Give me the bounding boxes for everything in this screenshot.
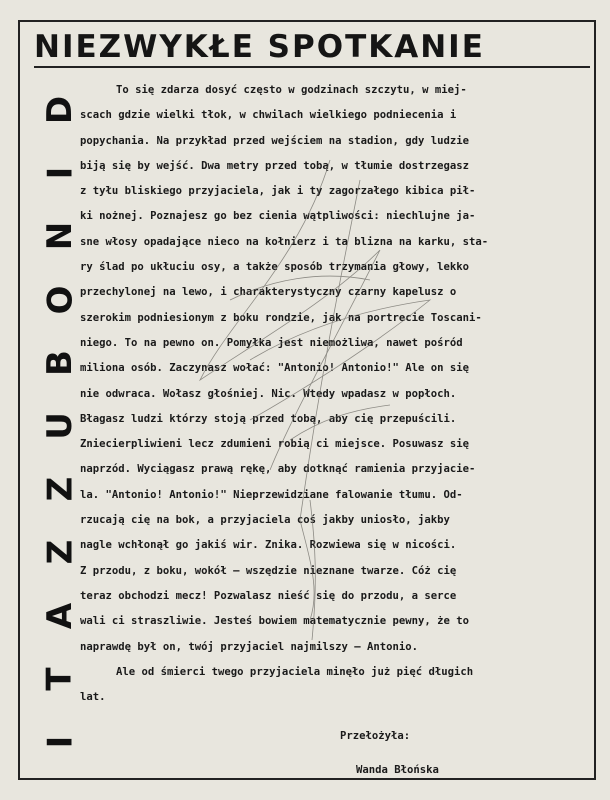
text-line: naprawdę był on, twój przyjaciel najmilszy – Antonio. (80, 640, 419, 653)
author-letter: D (39, 95, 80, 125)
translator-name: Wanda Błońska (356, 764, 439, 776)
text-line: naprzód. Wyciągasz prawą rękę, aby dotknąć ramienia przyjacie- (80, 463, 476, 476)
text-line: lat. (80, 691, 106, 704)
text-line: niego. To na pewno on. Pomyłka jest niemożliwa, nawet pośród (80, 336, 463, 349)
text-line: popychania. Na przykład przed wejściem na stadion, gdy ludzie (80, 134, 470, 147)
text-line: szerokim podniesionym z boku rondzie, jak na portrecie Toscani- (80, 311, 482, 324)
text-line: Ale od śmierci twego przyjaciela minęło już pięć długich (116, 665, 474, 678)
translator-label: Przełożyła: (340, 730, 411, 742)
text-line: rzucają cię na bok, a przyjaciela coś jakby uniosło, jakby (80, 514, 450, 527)
text-line: scach gdzie wielki tłok, w chwilach wielkiego podniecenia i (80, 109, 457, 122)
author-name-vertical (34, 90, 86, 762)
author-letter: I (40, 166, 80, 180)
text-line: miliona osób. Zaczynasz wołać: "Antonio! Antonio!" Ale on się (80, 362, 470, 375)
text-line: przechylonej na lewo, i charakterystyczny czarny kapelusz o (80, 286, 457, 299)
text-line: sne włosy opadające nieco na kołnierz i ta blizna na karku, sta- (80, 235, 489, 248)
title-divider (34, 66, 590, 68)
text-line: Zniecierpliwieni lecz zdumieni robią ci miejsce. Posuwasz się (80, 438, 470, 451)
author-letter: U (39, 412, 80, 440)
text-line: Błagasz ludzi którzy stoją przed tobą, aby cię przepuścili. (80, 412, 457, 425)
text-line: wali ci straszliwie. Jesteś bowiem matematycznie pewny, że to (80, 615, 470, 628)
author-letter: Z (40, 476, 80, 502)
text-line: ki nożnej. Poznajesz go bez cienia wątpliwości: niechlujne ja- (80, 210, 476, 223)
text-line: la. "Antonio! Antonio!" Nieprzewidziane falowanie tłumu. Od- (80, 488, 463, 501)
text-line: z tyłu bliskiego przyjaciela, jak i ty zagorzałego kibica pił- (80, 185, 476, 198)
author-letter: Z (40, 539, 80, 565)
text-line: Z przodu, z boku, wokół – wszędzie nieznane twarze. Cóż cię (80, 564, 457, 577)
text-line: nagle wchłonął go jakiś wir. Znika. Rozwiewa się w nicości. (80, 539, 457, 552)
author-letter: T (39, 667, 80, 691)
author-letter: O (40, 285, 80, 315)
author-letter: I (40, 735, 80, 749)
author-letter: B (39, 349, 80, 376)
story-title: NIEZWYKŁE SPOTKANIE (34, 29, 485, 65)
text-line: ry ślad po ukłuciu osy, a także sposób trzymania głowy, lekko (80, 261, 470, 274)
story-body (80, 78, 580, 710)
text-line: teraz obchodzi mecz! Pozwalasz nieść się do przodu, a serce (80, 589, 457, 602)
text-line: biją się by wejść. Dwa metry przed tobą, w tłumie dostrzegasz (80, 159, 470, 172)
text-line: nie odwraca. Wołasz głośniej. Nic. Wtedy wpadasz w popłoch. (80, 387, 457, 400)
author-letter: A (39, 602, 80, 629)
text-line: To się zdarza dosyć często w godzinach szczytu, w miej- (116, 84, 467, 96)
author-letter: N (40, 222, 80, 251)
